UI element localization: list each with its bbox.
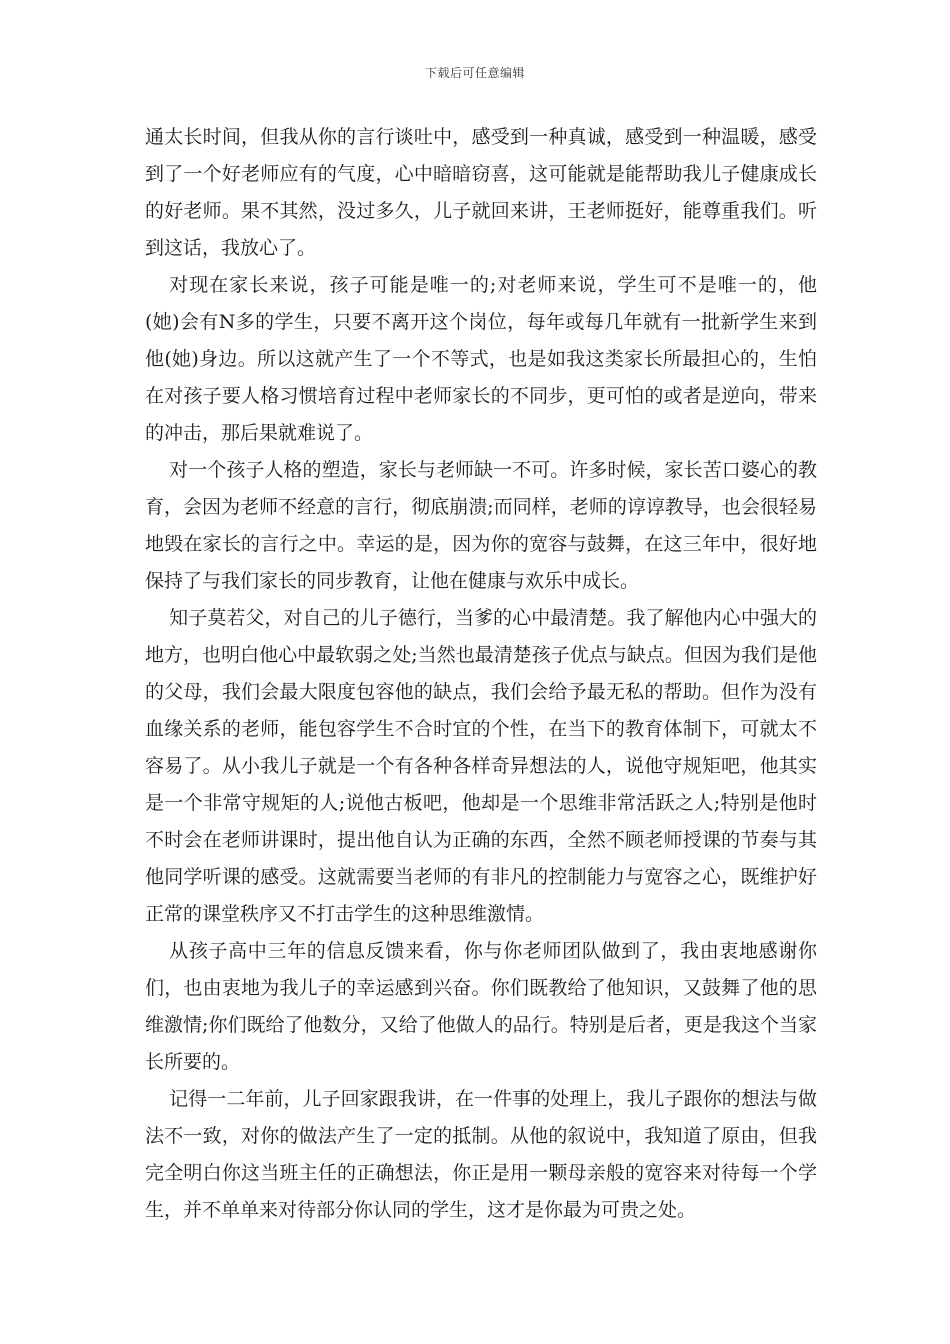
paragraph-1: 通太长时间，但我从你的言行谈吐中，感受到一种真诚，感受到一种温暖，感受到了一个好老师应有的气度，心中暗暗窃喜，这可能就是能帮助我儿子健康成长的好老师。果不其然，没过多久，儿子就回来讲，王老师挺好，能尊重我们。听到这话，我放心了。: [145, 126, 817, 259]
page-header: 下载后可任意编辑: [424, 66, 525, 80]
paragraph-5: 从孩子高中三年的信息反馈来看，你与你老师团队做到了，我由衷地感谢你们，也由衷地为我儿子的幸运感到兴奋。你们既教给了他知识，又鼓舞了他的思维激情;你们既给了他数分，又给了他做人的品行。特别是后者，更是我这个当家长所要的。: [145, 940, 817, 1073]
paragraph-2: 对现在家长来说，孩子可能是唯一的;对老师来说，学生可不是唯一的，他(她)会有N多的学生，只要不离开这个岗位，每年或每几年就有一批新学生来到他(她)身边。所以这就产生了一个不等式，也是如我这类家长所最担心的，生怕在对孩子要人格习惯培育过程中老师家长的不同步，更可怕的或者是逆向，带来的冲击，那后果就难说了。: [145, 274, 817, 444]
paragraph-6: 记得一二年前，儿子回家跟我讲，在一件事的处理上，我儿子跟你的想法与做法不一致，对你的做法产生了一定的抵制。从他的叙说中，我知道了原由，但我完全明白你这当班主任的正确想法，你正是用一颗母亲般的宽容来对待每一个学生，并不单单来对待部分你认同的学生，这才是你最为可贵之处。: [145, 1088, 817, 1221]
document-body: [145, 119, 817, 1229]
paragraph-4: 知子莫若父，对自己的儿子德行，当爹的心中最清楚。我了解他内心中强大的地方，也明白他心中最软弱之处;当然也最清楚孩子优点与缺点。但因为我们是他的父母，我们会最大限度包容他的缺点，我们会给予最无私的帮助。但作为没有血缘关系的老师，能包容学生不合时宜的个性，在当下的教育体制下，可就太不容易了。从小我儿子就是一个有各种各样奇异想法的人，说他守规矩吧，他其实是一个非常守规矩的人;说他古板吧，他却是一个思维非常活跃之人;特别是他时不时会在老师讲课时，提出他自认为正确的东西，全然不顾老师授课的节奏与其他同学听课的感受。这就需要当老师的有非凡的控制能力与宽容之心，既维护好正常的课堂秩序又不打击学生的这种思维激情。: [145, 607, 817, 925]
paragraph-3: 对一个孩子人格的塑造，家长与老师缺一不可。许多时候，家长苦口婆心的教育，会因为老师不经意的言行，彻底崩溃;而同样，老师的谆谆教导，也会很轻易地毁在家长的言行之中。幸运的是，因为你的宽容与鼓舞，在这三年中，很好地保持了与我们家长的同步教育，让他在健康与欢乐中成长。: [145, 459, 817, 592]
